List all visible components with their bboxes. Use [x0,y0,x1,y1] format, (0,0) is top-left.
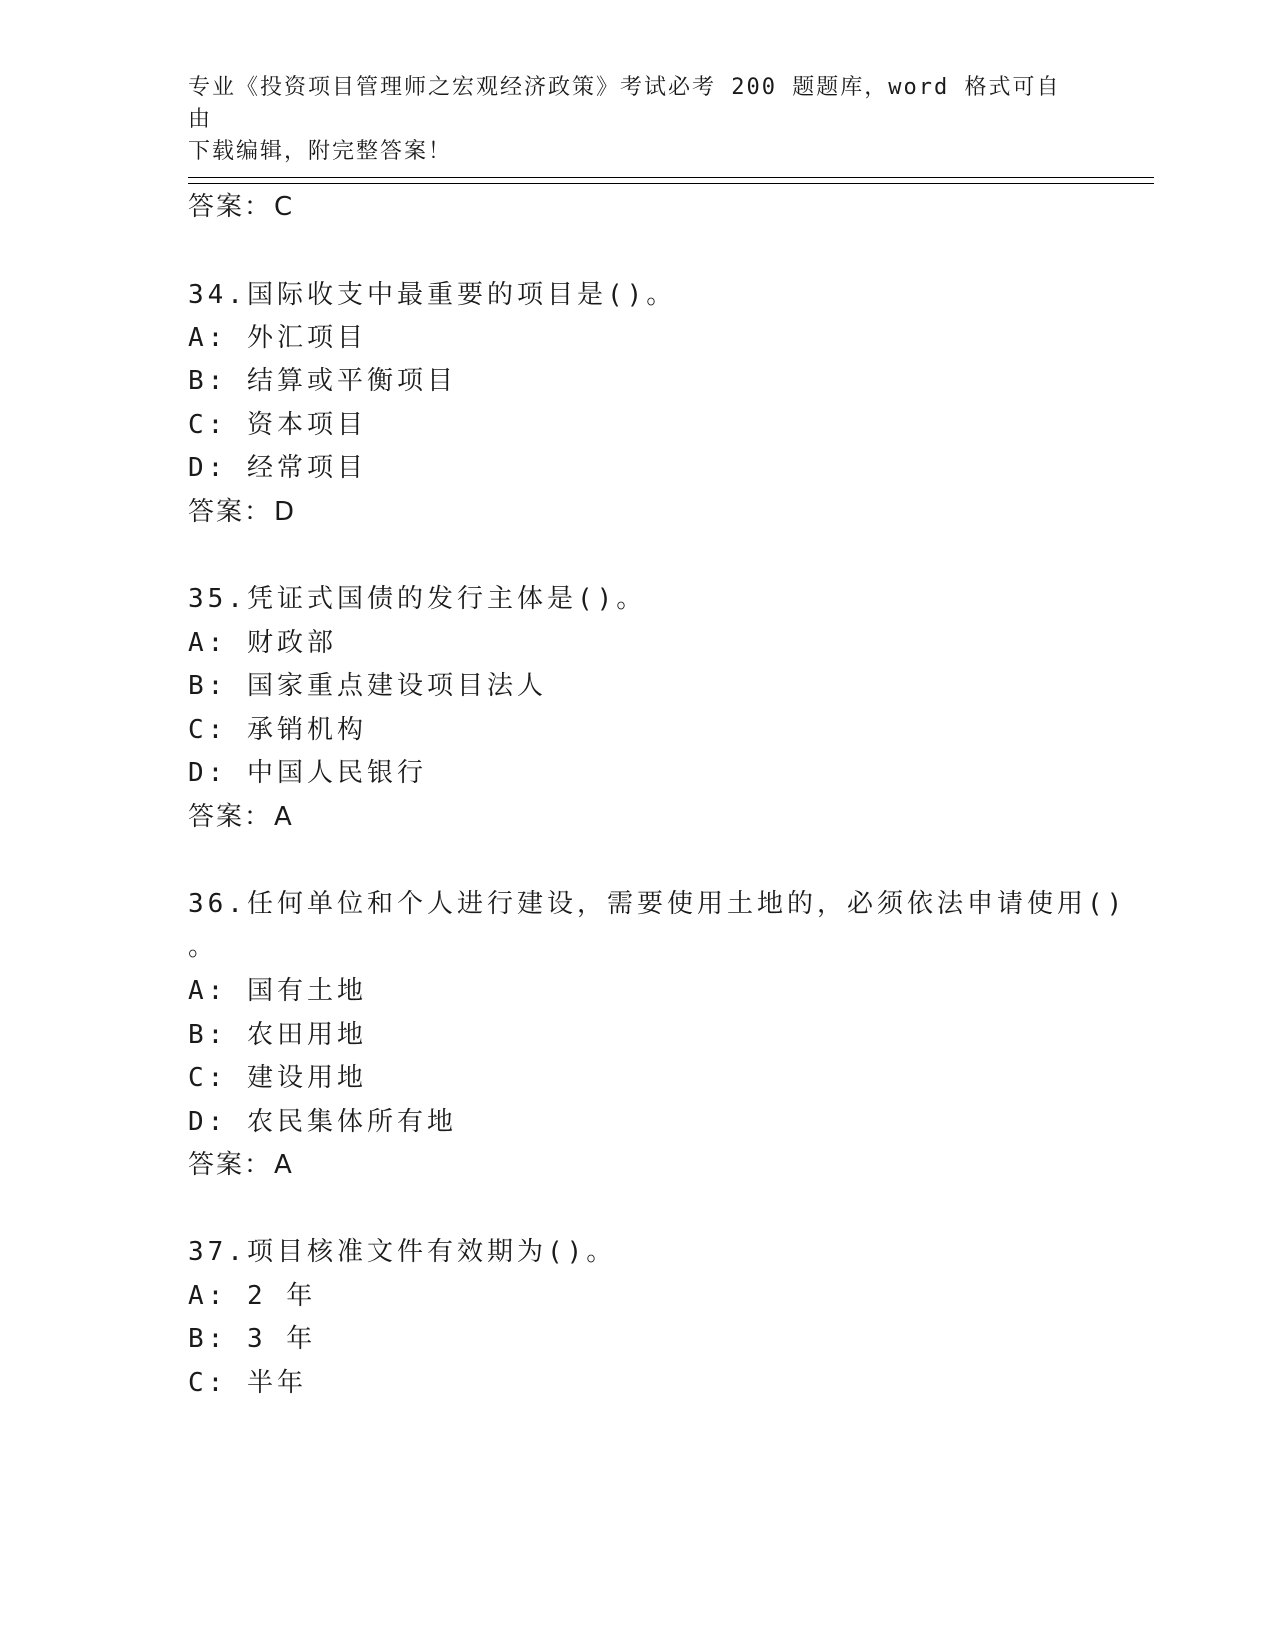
header-rule-bottom [188,183,1154,184]
option-a: A: 外汇项目 [188,323,367,353]
option-b: B: 3 年 [188,1324,317,1354]
answer-line [188,1148,294,1182]
header-rule-top [188,177,1154,178]
option-d: D: 中国人民银行 [188,758,427,788]
question-stem: 37.项目核准文件有效期为()。 [188,1237,617,1267]
document-header [188,72,1068,168]
answer-value: C [274,192,295,222]
answer-label: 答案： [188,192,273,222]
option-a: A: 财政部 [188,628,337,658]
option-b: B: 国家重点建设项目法人 [188,671,547,701]
answer-value: A [274,1150,294,1180]
option-b: B: 结算或平衡项目 [188,366,457,396]
answer-label: 答案： [188,497,273,527]
header-line-2: 下载编辑，附完整答案！ [188,139,453,164]
question-stem: 35.凭证式国债的发行主体是()。 [188,584,647,614]
option-c: C: 半年 [188,1368,307,1398]
option-c: C: 建设用地 [188,1063,367,1093]
header-line-1: 专业《投资项目管理师之宏观经济政策》考试必考 200 题题库，word 格式可自由 [188,75,1061,132]
answer-value: A [274,802,294,832]
option-b: B: 农田用地 [188,1020,367,1050]
question-stem: 34.国际收支中最重要的项目是()。 [188,280,677,310]
answer-line [188,190,294,224]
answer-line [188,495,296,529]
option-c: C: 承销机构 [188,715,367,745]
option-d: D: 农民集体所有地 [188,1107,457,1137]
question-stem: 36.任何单位和个人进行建设，需要使用土地的，必须依法申请使用() [188,889,1127,919]
option-a: A: 2 年 [188,1281,317,1311]
question-stem-continuation: 。 [188,932,219,962]
option-c: C: 资本项目 [188,410,367,440]
answer-label: 答案： [188,1150,273,1180]
option-a: A: 国有土地 [188,976,367,1006]
answer-value: D [274,497,297,527]
answer-label: 答案： [188,802,273,832]
answer-line [188,800,294,834]
option-d: D: 经常项目 [188,453,367,483]
